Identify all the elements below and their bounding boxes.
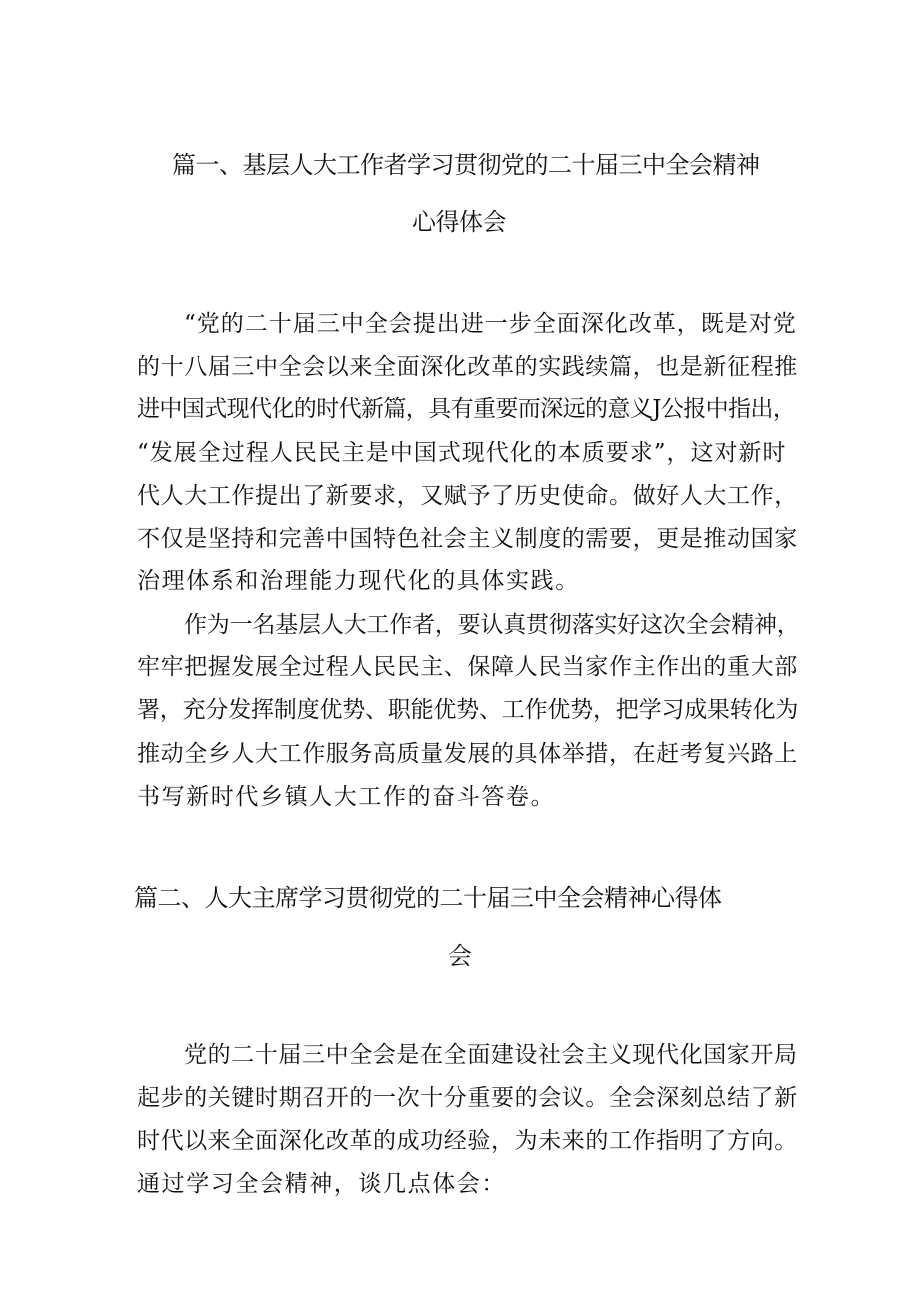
section2-para1-line4: 通过学习全会精神，谈几点体会： [137,1171,506,1197]
section1-para1-line2: 的十八届三中全会以来全面深化改革的实践续篇，也是新征程推 [137,354,798,380]
section1-para2-line3: 署，充分发挥制度优势、职能优势、工作优势，把学习成果转化为 [137,697,799,723]
section1-para2-line4: 推动全乡人大工作服务高质量发展的具体举措，在赶考复兴路上 [137,741,798,767]
section1-para1-line4: “发展全过程人民民主是中国式现代化的本质要求”，这对新时 [137,440,787,466]
section1-para2-line5: 书写新时代乡镇人大工作的奋斗答卷。 [137,784,556,810]
section2-title-line1: 篇二、人大主席学习贯彻党的二十届三中全会精神心得体 [134,884,722,912]
section2-para1-line3: 时代以来全面深化改革的成功经验，为未来的工作指明了方向。 [137,1128,798,1154]
section1-para1-line3: 进中国式现代化的时代新篇，具有重要而深远的意义J公报中指出， [137,396,796,422]
section1-para1-line5: 代人大工作提出了新要求，又赋予了历史使命。做好人大工作， [137,483,798,509]
section1-title-line2: 心得体会 [412,208,506,236]
section1-para1-line6: 不仅是坚持和完善中国特色社会主义制度的需要，更是推动国家 [137,526,798,552]
section1-para2-line2: 牢牢把握发展全过程人民民主、保障人民当家作主作出的重大部 [137,654,798,680]
section2-title-line2: 会 [448,942,472,970]
section2-para1-line1: 党的二十届三中全会是在全面建设社会主义现代化国家开局 [184,1042,798,1068]
section2-para1-line2: 起步的关键时期召开的一次十分重要的会议。全会深刻总结了新 [137,1085,798,1111]
section1-para1-line7: 治理体系和治理能力现代化的具体实践。 [137,568,580,594]
section1-para2-line1: 作为一名基层人大工作者，要认真贯彻落实好这次全会精神， [184,612,800,638]
section1-title-line1: 篇一、基层人大工作者学习贯彻党的二十届三中全会精神 [172,151,760,179]
section1-para1-line1: “党的二十届三中全会提出进一步全面深化改革，既是对党 [184,311,797,337]
